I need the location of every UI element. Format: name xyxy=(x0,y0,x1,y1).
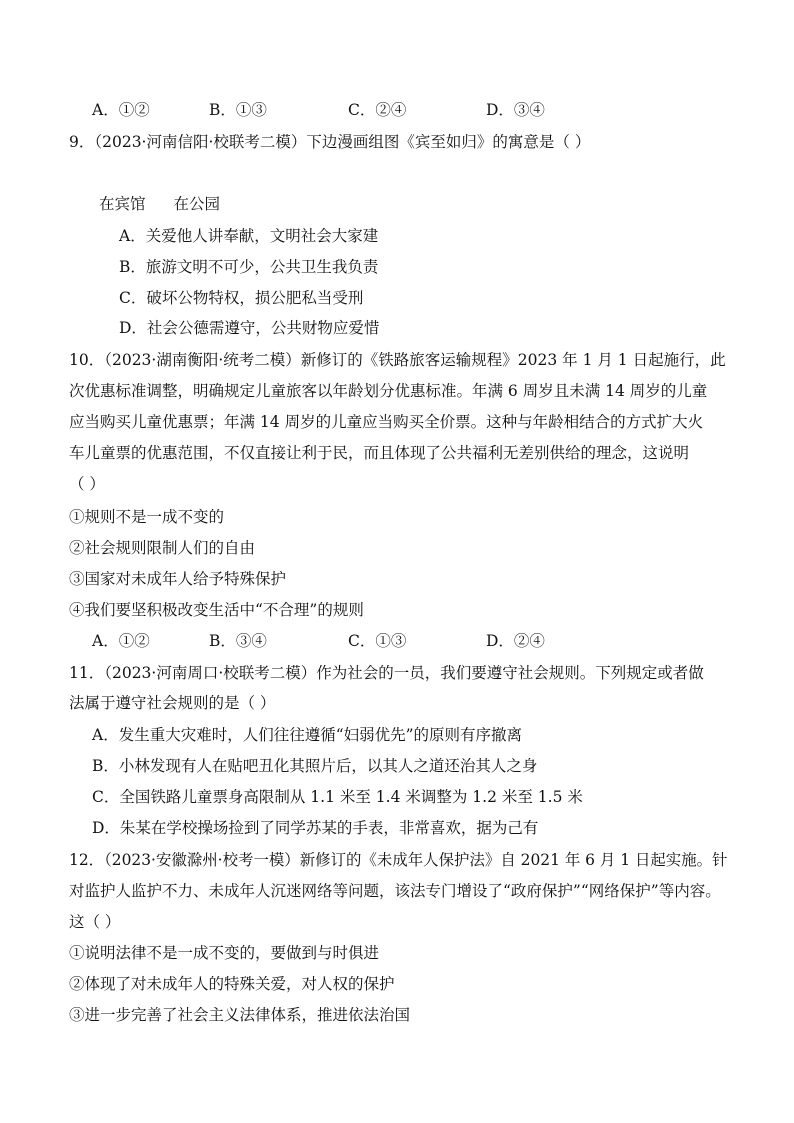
q10-option-d: D．②④ xyxy=(486,632,545,650)
q10-stem-line-4: 车儿童票的优惠范围，不仅直接让利于民，而且体现了公共福利无差别供给的理念，这说明 xyxy=(69,444,690,462)
q10-stem-line-2: 次优惠标准调整，明确规定儿童旅客以年龄划分优惠标准。年满 6 周岁且未满 14 周岁的儿童 xyxy=(69,382,708,400)
q8-option-d: D．③④ xyxy=(486,101,545,119)
q10-option-a: A．①② xyxy=(92,632,150,650)
q10-options xyxy=(92,631,732,651)
q10-statement-1: ①规则不是一成不变的 xyxy=(69,508,225,526)
q12-statement-2: ②体现了对未成年人的特殊关爱，对人权的保护 xyxy=(69,975,395,993)
q10-stem-line-5: （ ） xyxy=(69,475,105,493)
q10-option-b: B．③④ xyxy=(209,632,267,650)
q9-option-d: D．社会公德需遵守，公共财物应爱惜 xyxy=(119,319,380,337)
q9-option-b: B．旅游文明不可少，公共卫生我负责 xyxy=(119,258,379,276)
q10-statement-2: ②社会规则限制人们的自由 xyxy=(69,539,256,557)
q9-stem: 9．（2023·河南信阳·校联考二模）下边漫画组图《宾至如归》的寓意是（ ） xyxy=(69,133,591,151)
q10-statement-3: ③国家对未成年人给予特殊保护 xyxy=(69,570,287,588)
q10-stem-line-1: 10．（2023·湖南衡阳·统考二模）新修订的《铁路旅客运输规程》2023 年 1 月 1 日起施行，此 xyxy=(69,351,726,369)
q11-option-d: D．朱某在学校操场捡到了同学苏某的手表，非常喜欢，据为己有 xyxy=(92,819,539,837)
q9-caption-park: 在公园 xyxy=(173,195,221,213)
q8-option-c: C．②④ xyxy=(348,101,407,119)
q12-statement-3: ③进一步完善了社会主义法律体系，推进依法治国 xyxy=(69,1006,411,1024)
q11-option-b: B．小林发现有人在贴吧丑化其照片后，以其人之道还治其人之身 xyxy=(92,757,538,775)
q11-option-c: C．全国铁路儿童票身高限制从 1.1 米至 1.4 米调整为 1.2 米至 1.5 米 xyxy=(92,788,583,806)
q12-stem-line-1: 12．（2023·安徽滁州·校考一模）新修订的《未成年人保护法》自 2021 年 6 月 1 日起实施。针 xyxy=(69,851,728,869)
q12-stem-line-2: 对监护人监护不力、未成年人沉迷网络等问题，该法专门增设了“政府保护”“网络保护”等内容。 xyxy=(69,882,721,900)
q9-comic-captions xyxy=(99,194,248,214)
q8-options xyxy=(92,100,732,120)
q9-option-c: C．破坏公物特权，损公肥私当受刑 xyxy=(119,289,364,307)
q9-option-a: A．关爱他人讲奉献，文明社会大家建 xyxy=(119,227,379,245)
q10-statement-4: ④我们要坚积极改变生活中“不合理”的规则 xyxy=(69,601,364,619)
q12-stem-line-3: 这（ ） xyxy=(69,913,121,931)
q11-option-a: A．发生重大灾难时，人们往往遵循“妇弱优先”的原则有序撤离 xyxy=(92,726,523,744)
q10-stem-line-3: 应当购买儿童优惠票；年满 14 周岁的儿童应当购买全价票。这种与年龄相结合的方式扩大火 xyxy=(69,413,704,431)
q9-caption-hotel: 在宾馆 xyxy=(99,195,146,213)
q12-statement-1: ①说明法律不是一成不变的，要做到与时俱进 xyxy=(69,944,380,962)
q11-stem-line-1: 11．（2023·河南周口·校联考二模）作为社会的一员，我们要遵守社会规则。下列规定或者做 xyxy=(69,664,704,682)
q10-option-c: C．①③ xyxy=(348,632,407,650)
q11-stem-line-2: 法属于遵守社会规则的是（ ） xyxy=(69,694,276,712)
q8-option-a: A．①② xyxy=(92,101,150,119)
q8-option-b: B．①③ xyxy=(209,101,267,119)
